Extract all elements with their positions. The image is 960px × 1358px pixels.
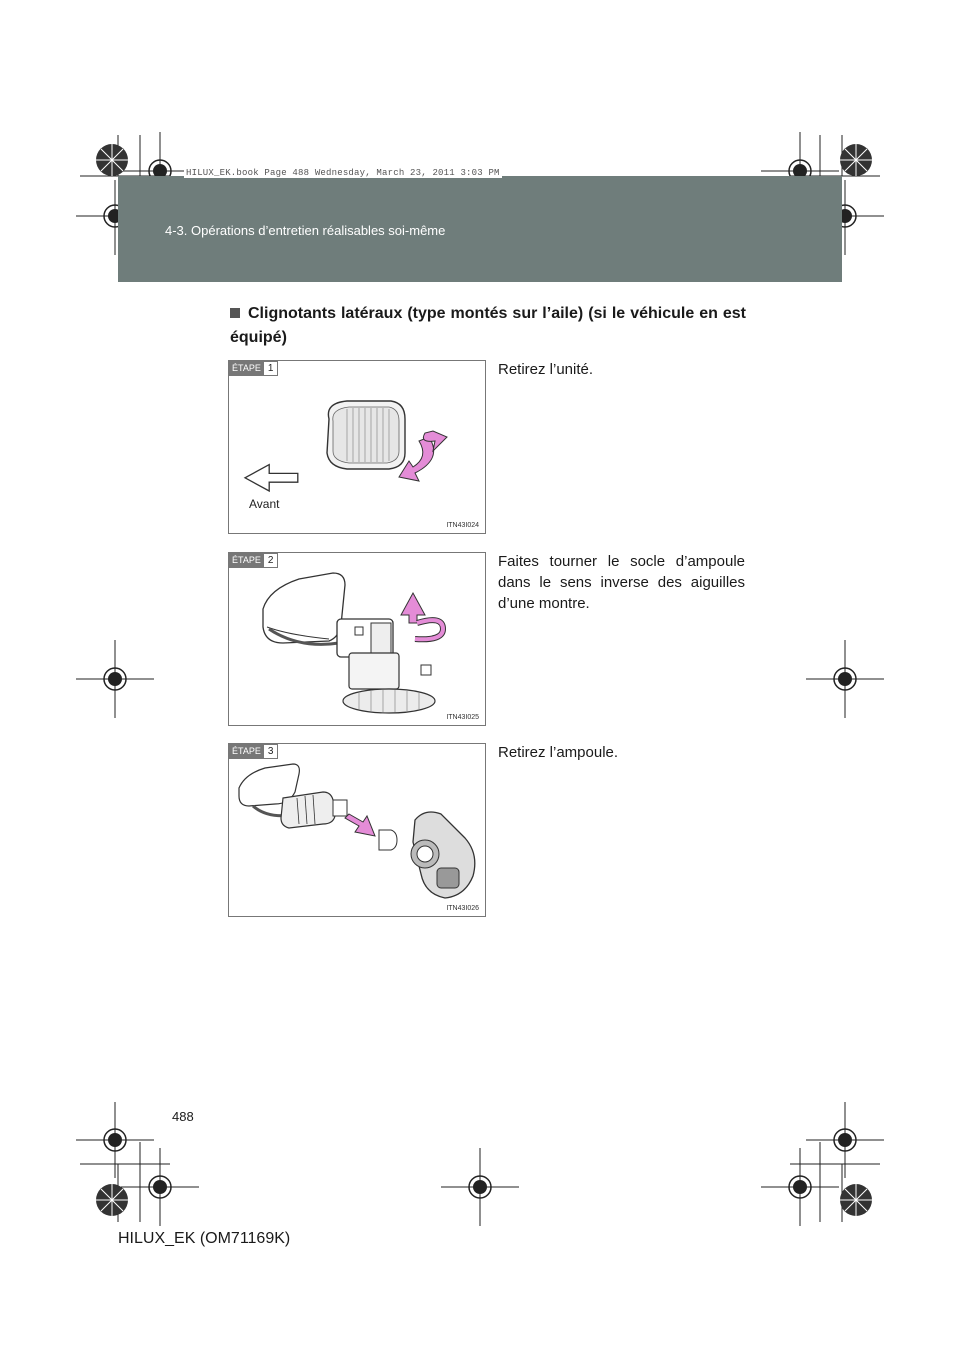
remove-arrow-icon — [345, 814, 375, 836]
figure-step-2 — [228, 552, 486, 726]
section-heading — [230, 302, 746, 350]
step-3-text: Retirez l’ampoule. — [498, 744, 619, 761]
figure-code: ITN43I026 — [446, 905, 479, 912]
bulb-socket-connector — [281, 792, 347, 828]
heading-text: Clignotants latéraux (type montés sur l’aile) (si le véhicule en est équipé) — [230, 305, 746, 346]
figure-code: ITN43I024 — [446, 522, 479, 529]
square-bullet-icon — [230, 308, 240, 318]
book-stamp: HILUX_EK.book Page 488 Wednesday, March 23, 2011 3:03 PM — [186, 168, 500, 178]
bulb-removal-illustration — [229, 744, 485, 916]
footer-model: HILUX_EK (OM71169K) — [118, 1230, 291, 1247]
figure-step-1 — [228, 360, 486, 534]
rotate-arrow-icon — [401, 593, 425, 623]
step-1-text: Retirez l’unité. — [498, 361, 594, 378]
step-2-text: Faites tourner le socle d’ampoule dans le sens inverse des aiguilles d’une montre. — [498, 553, 745, 612]
figure-code: ITN43I025 — [446, 714, 479, 721]
step-badge: ÉTAPE 2 — [229, 553, 278, 568]
bulb-icon — [379, 830, 397, 850]
step-badge: ÉTAPE 3 — [229, 744, 278, 759]
side-lamp-lens — [343, 689, 435, 713]
bulb-socket-connector — [337, 619, 399, 689]
side-lamp-lens — [411, 812, 475, 898]
front-label: Avant — [249, 497, 280, 511]
step-badge: ÉTAPE 1 — [229, 361, 278, 376]
figure-step-3 — [228, 743, 486, 917]
page-number: 488 — [172, 1109, 194, 1124]
section-title: 4-3. Opérations d’entretien réalisables soi-même — [165, 223, 446, 238]
front-arrow-icon — [245, 465, 298, 491]
side-lamp-lens — [327, 401, 405, 469]
bulb-socket-rotate-illustration — [229, 553, 485, 725]
